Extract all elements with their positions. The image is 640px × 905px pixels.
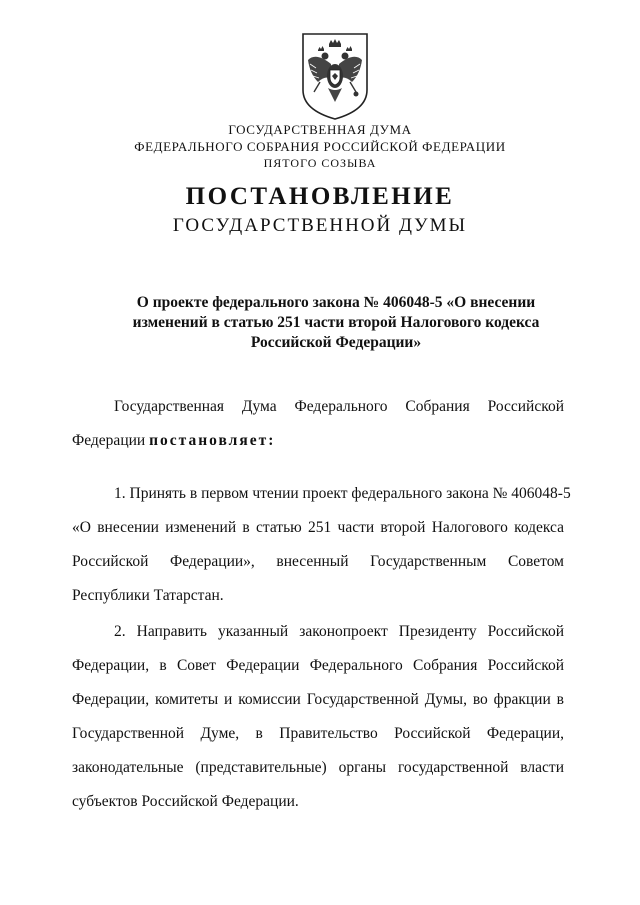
coat-of-arms-icon [298, 30, 372, 122]
clause-1-line: 1. Принять в первом чтении проект федерального закона № 406048-5 [114, 485, 571, 502]
document-type-title: ПОСТАНОВЛЕНИЕ [185, 183, 455, 210]
clause-1-line: Российской Федерации», внесенный Государственным Советом [72, 553, 564, 570]
clause-2-line: законодательные (представительные) органы государственной власти [72, 759, 564, 776]
subject-line: О проекте федерального закона № 406048-5 «О внесении [136, 294, 536, 311]
clause-2-line: субъектов Российской Федерации. [72, 793, 299, 810]
clause-2-line: Федерации, в Совет Федерации Федерального Собрания Российской [72, 657, 564, 674]
clause-2-line: Государственной Думе, в Правительство Российской Федерации, [72, 725, 564, 742]
preamble-line: Государственная Дума Федерального Собрания Российской [114, 398, 564, 415]
preamble-prefix: Федерации [72, 432, 150, 449]
document-subject [120, 293, 552, 353]
org-name-line-2: ФЕДЕРАЛЬНОГО СОБРАНИЯ РОССИЙСКОЙ ФЕДЕРАЦИИ [134, 139, 506, 154]
clause-2-line: 2. Направить указанный законопроект Президенту Российской [114, 623, 564, 640]
clause-1-line: «О внесении изменений в статью 251 части второй Налогового кодекса [72, 519, 564, 536]
subject-line: Российской Федерации» [250, 334, 422, 351]
clause-1-line: Республики Татарстан. [72, 587, 224, 604]
convocation-line: ПЯТОГО СОЗЫВА [263, 156, 377, 170]
resolution-verb: постановляет: [149, 432, 276, 449]
subject-line: изменений в статью 251 части второй Налогового кодекса [132, 314, 540, 331]
org-name-line-1: ГОСУДАРСТВЕННАЯ ДУМА [228, 122, 412, 137]
clause-2-line: Федерации, комитеты и комиссии Государственной Думы, во фракции в [72, 691, 564, 708]
document-issuer: ГОСУДАРСТВЕННОЙ ДУМЫ [172, 215, 468, 236]
preamble-line [72, 432, 275, 450]
